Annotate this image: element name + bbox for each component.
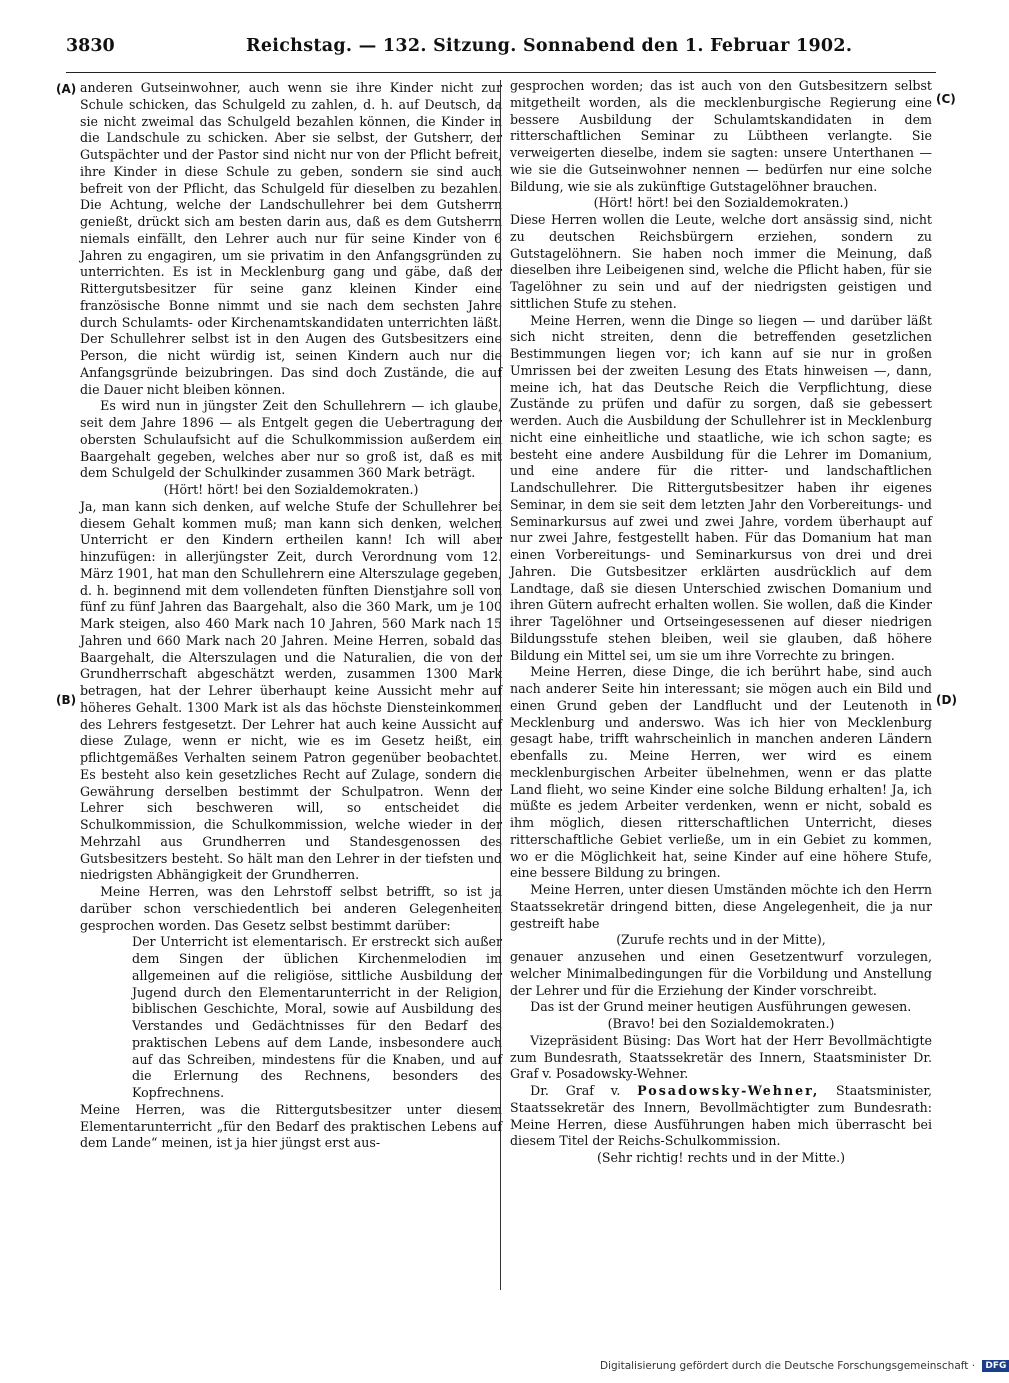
- paragraph: Meine Herren, wenn die Dinge so liegen — und darüber läßt sich nicht streiten, denn die betreffenden gesetzlichen Bestimmungen liegen vor; ich kann auf sie nur in großen Umrissen bei der zweiten Lesung des Etats hinweisen —, dann, meine ich, hat das Deutsche Reich die Verpflichtung, diese Zustände zu prüfen und dafür zu sorgen, daß sie gebessert werden. Auch die Ausbildung der Schullehrer ist in Mecklenburg nicht eine einheitliche und staatliche, wie ich schon sagte; es besteht eine andere Ausbildung für die Lehrer im Domanium, und eine andere für die ritter- und landschaftlichen Landschullehrer. Die Rittergutsbesitzer haben ihr eigenes Seminar, in dem sie seit dem letzten Jahr den Vorbereitungs- und Seminarkursus auf zwei und zwei Jahre, vordem überhaupt auf nur zwei Jahre, festgestellt haben. Für das Domanium hat man einen Vorbereitungs- und Seminarkursus von drei und drei Jahren. Die Gutsbesitzer erklärten ausdrücklich auf dem Landtage, daß sie diesen Unterschied zwischen Domanium und ihren Gütern aufrecht erhalten wollen. Sie wollen, daß die Kinder ihrer Tagelöhner und Ortseingesessenen auf dieser niedrigen Bildungsstufe stehen bleiben, weil sie glauben, daß höhere Bildung ein Mittel sei, um sie um ihre Vorrechte zu bringen.: [510, 312, 932, 663]
- page-header: [66, 30, 936, 60]
- paragraph: Es wird nun in jüngster Zeit den Schullehrern — ich glaube, seit dem Jahre 1896 — als Entgelt gegen die Uebertragung der obersten Schulaufsicht auf die Schulkommission außerdem ein Baargehalt gegeben, welches aber nur so groß ist, daß es mit dem Schulgeld der Schulkinder zusammen 360 Mark beträgt.: [80, 398, 502, 481]
- speaker-paragraph: [510, 1083, 932, 1150]
- margin-marker-d: (D): [936, 693, 957, 707]
- margin-marker-a: (A): [56, 82, 77, 96]
- running-title: Reichstag. — 132. Sitzung. Sonnabend den 1. Februar 1902.: [246, 36, 853, 56]
- dfg-logo: DFG: [982, 1360, 1009, 1372]
- speaker-paragraph: [510, 1033, 932, 1083]
- footer-text: Digitalisierung gefördert durch die Deutsche Forschungsgemeinschaft ·: [600, 1360, 976, 1372]
- paragraph: anderen Gutseinwohner, auch wenn sie ihre Kinder nicht zur Schule schicken, das Schulgeld zu zahlen, d. h. auf Deutsch, da sie nicht zweimal das Schulgeld bezahlen können, die Kinder in die Landschule zu schicken. Aber sie selbst, der Gutsherr, der Gutspächter und der Pastor sind nicht nur von der Pflicht befreit, ihre Kinder in diese Schule zu geben, sondern sie sind auch befreit von der Pflicht, das Schulgeld für dieselben zu bezahlen. Die Achtung, welche der Landschullehrer bei dem Gutsherrn genießt, drückt sich am besten darin aus, daß es dem Gutsherrn niemals einfällt, den Lehrer auch nur für seine Kinder von 6 Jahren zu engagiren, um sie privatim in den Anfangsgründen zu unterrichten. Es ist in Mecklenburg gang und gäbe, daß der Rittergutsbesitzer für seine ganz kleinen Kinder eine französische Bonne nimmt und sie nach dem sechsten Jahre durch Schulamts- oder Kirchenamtskandidaten unterrichten läßt. Der Schullehrer selbst ist in den Augen des Gutsbesitzers eine Person, die nicht würdig ist, seinen Kindern auch nur die Anfangsgründe beizubringen. Das sind doch Zustände, die auf die Dauer nicht bleiben können.: [80, 80, 502, 397]
- paragraph: Meine Herren, unter diesen Umständen möchte ich den Herrn Staatssekretär dringend bitten, diese Angelegenheit, die ja nur gestreift habe: [510, 882, 932, 931]
- interjection: (Zurufe rechts und in der Mitte),: [616, 932, 826, 948]
- margin-marker-b: (B): [56, 693, 77, 707]
- speaker-name: Vizepräsident Büsing:: [530, 1032, 672, 1048]
- interjection: (Sehr richtig! rechts und in der Mitte.): [596, 1150, 846, 1165]
- interjection: (Hört! hört! bei den Sozialdemokraten.): [593, 195, 849, 211]
- paragraph: Meine Herren, was die Rittergutsbesitzer unter diesem Elementarunterricht „für den Bedarf des praktischen Lebens auf dem Lande“ meinen, ist ja hier jüngst erst aus-: [80, 1101, 502, 1151]
- right-column: [510, 78, 932, 1167]
- header-rule: [66, 72, 936, 73]
- interjection: (Bravo! bei den Sozialdemokraten.): [607, 1016, 835, 1031]
- quoted-law-text: Der Unterricht ist elementarisch. Er erstreckt sich außer dem Singen der üblichen Kirchenmelodien im allgemeinen auf die religiöse, sittliche Ausbildung der Jugend durch den Elementarunterricht in der Religion, biblischen Geschichte, Moral, sowie auf Ausbildung des Verstandes und Gedächtnisses für den Bedarf des praktischen Lebens auf dem Lande, insbesondere auch auf das Schreiben, mindestens für die Knaben, und auf die Erlernung des Rechnens, besonders des Kopfrechnens.: [132, 934, 502, 1100]
- speaker-name: Posadowsky-Wehner,: [637, 1083, 820, 1098]
- paragraph: Diese Herren wollen die Leute, welche dort ansässig sind, nicht zu deutschen Reichsbürgern erziehen, sondern zu Gutstagelöhnern. Sie haben noch immer die Meinung, daß dieselben ihre Leibeigenen sind, welche die Pflicht haben, für sie Tagelöhner zu sein und auf der niedrigsten geistigen und sittlichen Stufe zu stehen.: [510, 212, 932, 311]
- interjection: (Hört! hört! bei den Sozialdemokraten.): [163, 482, 419, 497]
- paragraph: Das ist der Grund meiner heutigen Ausführungen gewesen.: [530, 999, 912, 1015]
- paragraph: Ja, man kann sich denken, auf welche Stufe der Schullehrer bei diesem Gehalt kommen muß; man kann sich denken, welchen Unterricht er den Kindern ertheilen kann! Ich will aber hinzufügen: in allerjüngster Zeit, durch Verordnung vom 12. März 1901, hat man den Schullehrern eine Alterszulage gegeben, d. h. beginnend mit dem vollendeten fünften Dienstjahre soll von fünf zu fünf Jahren das Baargehalt, also die 360 Mark, um je 100 Mark steigen, also 460 Mark nach 10 Jahren, 560 Mark nach 15 Jahren und 660 Mark nach 20 Jahren. Meine Herren, sobald das Baargehalt, die Alterszulagen und die Naturalien, die von der Grundherrschaft abgeschätzt werden, zusammen 1300 Mark betragen, hat der Lehrer überhaupt keine Aussicht mehr auf höheres Gehalt. 1300 Mark ist als das höchste Diensteinkommen des Lehrers festgesetzt. Der Lehrer hat auch keine Aussicht auf diese Zulage, wenn er nicht, wie es im Gesetz heißt, ein pflichtgemäßes Verhalten seinem Patron gegenüber beobachtet. Es besteht also kein gesetzliches Recht auf Zulage, sondern die Gewährung derselben bestimmt der Schulpatron. Wenn der Lehrer sich beschweren will, so entscheidet die Schulkommission, die Schulkommission, welche wieder in der Mehrzahl aus Grundherren und Standesgenossen des Gutsbesitzers besteht. So hält man den Lehrer in der tiefsten und niedrigsten Abhängigkeit der Grundherren.: [80, 498, 502, 883]
- paragraph: gesprochen worden; das ist auch von den Gutsbesitzern selbst mitgetheilt worden, als die mecklenburgische Regierung eine bessere Ausbildung der Schulamtskandidaten in dem ritterschaftlichen Seminar zu Lübtheen verlangte. Sie verweigerten dieselbe, indem sie sagten: unsere Unterthanen — wie sie die Gutseinwohner nennen — bedürfen nur eine solche Bildung, wie sie als zukünftige Gutstagelöhner brauchen.: [510, 78, 932, 194]
- paragraph: Meine Herren, diese Dinge, die ich berührt habe, sind auch nach anderer Seite hin interessant; sie mögen auch ein Bild und einen Grund geben der Landflucht und der Leutenoth in Mecklenburg und anderswo. Was ich hier von Mecklenburg gesagt habe, trifft wahrscheinlich in manchen anderen Ländern ebenfalls zu. Meine Herren, wer wird es einem mecklenburgischen Arbeiter übelnehmen, wenn er das platte Land flieht, wo seine Kinder eine solche Bildung erhalten! Ja, ich müßte es jedem Arbeiter verdenken, wenn er nicht, sobald es ihm möglich, diesen ritterschaftlichen Unterricht, dieses ritterschaftliche Gebiet verließe, um in ein Gebiet zu kommen, wo er die Möglichkeit hat, seine Kinder auf eine höhere Stufe, eine bessere Bildung zu bringen.: [510, 664, 932, 881]
- paragraph: Meine Herren, was den Lehrstoff selbst betrifft, so ist ja darüber schon verschiedentlich bei anderen Gelegenheiten gesprochen worden. Das Gesetz selbst bestimmt darüber:: [80, 884, 502, 933]
- column-divider: [500, 80, 501, 1290]
- margin-marker-c: (C): [936, 92, 956, 106]
- digitization-footer: [600, 1360, 1007, 1372]
- speaker-text: Staatsminister, Staatssekretär des Innern, Bevollmächtigter zum Bundesrath: Meine Herren, diese Ausführungen haben mich überrascht bei diesem Titel der Reichs-Schulkommission.: [510, 1083, 932, 1149]
- paragraph: genauer anzusehen und einen Gesetzentwurf vorzulegen, welcher Minimalbedingungen für die Vorbildung und Anstellung der Lehrer und für die Erziehung der Kinder vorschreibt.: [510, 949, 932, 998]
- speaker-prefix: Dr. Graf v.: [530, 1083, 621, 1098]
- page-number: 3830: [66, 36, 115, 56]
- left-column: [80, 80, 502, 1152]
- speaker-text: Das Wort hat der Herr Bevollmächtigte zum Bundesrath, Staatssekretär des Innern, Staatsminister Dr. Graf v. Posadowsky-Wehner.: [510, 1032, 932, 1082]
